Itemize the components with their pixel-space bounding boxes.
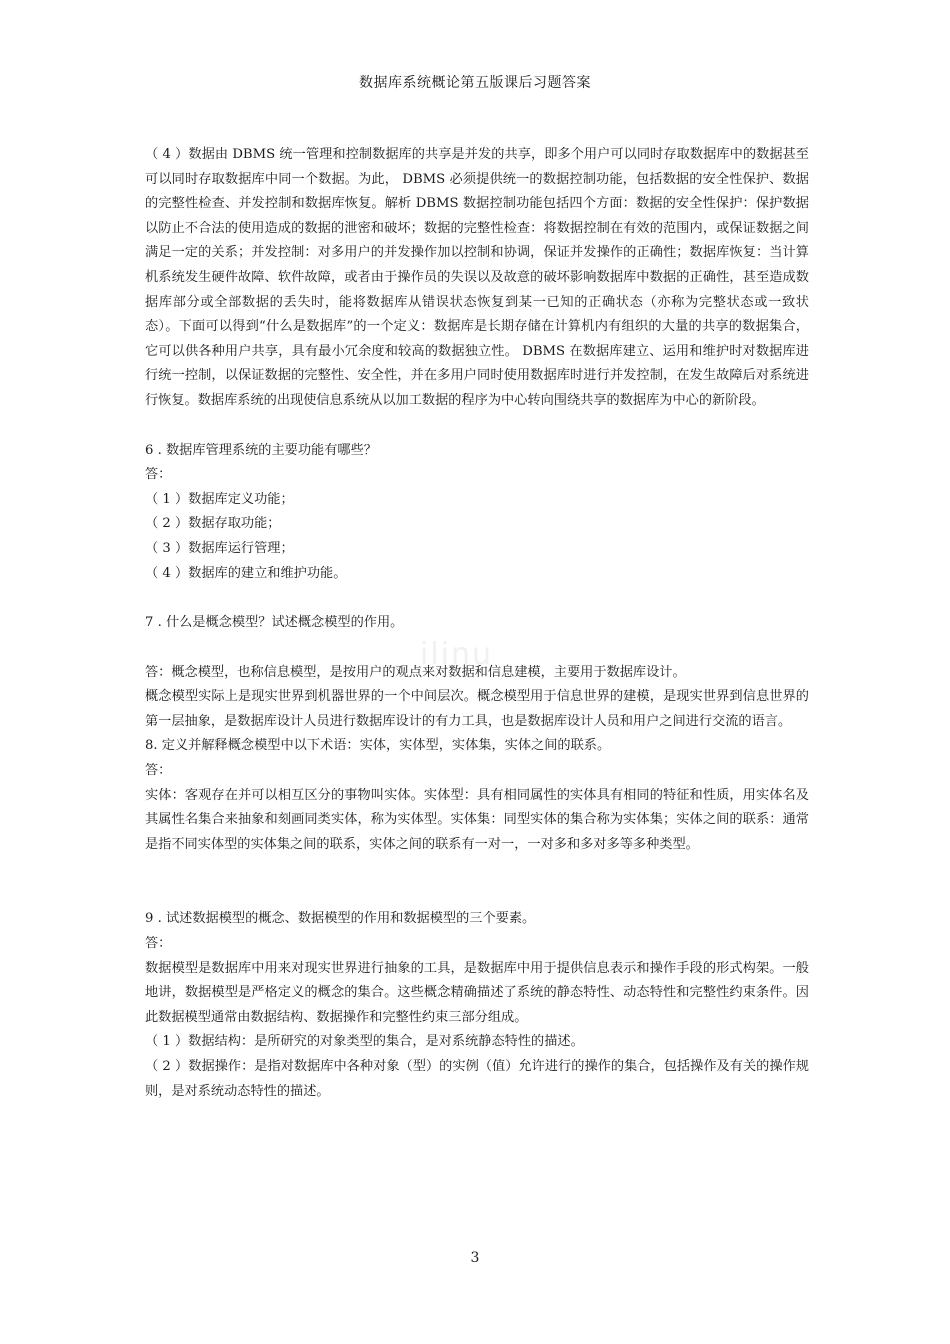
- page-header-title: 数据库系统概论第五版课后习题答案: [359, 75, 591, 91]
- q6-item-2: （ 2 ）数据存取功能；: [145, 516, 281, 532]
- q9-item-1: （ 1 ）数据结构：是所研究的对象类型的集合，是对系统静态特性的描述。: [145, 1034, 584, 1050]
- q6-answer-label: 答：: [145, 467, 172, 483]
- q7-detail: 概念模型实际上是现实世界到机器世界的一个中间层次。概念模型用于信息世界的建模，是现实世界到信息世界的第一层抽象，是数据库设计人员进行数据库设计的有力工具，也是数据库设计人员和用户之间进行交流的语言。: [145, 689, 809, 729]
- document-body: [145, 143, 809, 1104]
- q9-item-2: （ 2 ）数据操作：是指对数据库中各种对象（型）的实例（值）允许进行的操作的集合，包括操作及有关的操作规则，是对系统动态特性的描述。: [145, 1059, 809, 1099]
- spacer: [145, 857, 809, 907]
- q6-question: 6 . 数据库管理系统的主要功能有哪些？: [145, 442, 377, 458]
- q7-answer: 答：概念模型，也称信息模型，是按用户的观点来对数据和信息建模，主要用于数据库设计。: [145, 664, 686, 680]
- watermark-logo: ilinu: [420, 637, 494, 672]
- q7-question: 7 . 什么是概念模型？试述概念模型的作用。: [145, 615, 404, 631]
- q5-part4-paragraph: （ 4 ）数据由 DBMS 统一管理和控制数据库的共享是并发的共享，即多个用户可以同时存取数据库中的数据甚至可以同时存取数据库中同一个数据。为此， DBMS 必须提供统一的数据控制功能，包括数据的安全性保护、数据的完整性检查、并发控制和数据库恢复。解析 DBMS 数据控制功能包括四个方面：数据的安全性保护：保护数据以防止不合法的使用造成的数据的泄密和破坏；数据的完整性检查：将数据控制在有效的范围内，或保证数据之间满足一定的关系；并发控制：对多用户的并发操作加以控制和协调，保证并发操作的正确性；数据库恢复：当计算机系统发生硬件故障、软件故障，或者由于操作员的失误以及故意的破坏影响数据库中数据的正确性，甚至造成数据库部分或全部数据的丢失时，能将数据库从错误状态恢复到某一已知的正确状态（亦称为完整状态或一致状态）。下面可以得到“什么是数据库”的一个定义：数据库是长期存储在计算机内有组织的大量的共享的数据集合，它可以供各种用户共享，具有最小冗余度和较高的数据独立性。 DBMS 在数据库建立、运用和维护时对数据库进行统一控制，以保证数据的完整性、安全性，并在多用户同时使用数据库时进行并发控制，在发生故障后对系统进行恢复。数据库系统的出现使信息系统从以加工数据的程序为中心转向围绕共享的数据库为中心的新阶段。: [145, 147, 809, 408]
- spacer: [145, 636, 809, 661]
- spacer: [145, 586, 809, 611]
- q8-answer-label: 答：: [145, 763, 172, 779]
- q6-item-3: （ 3 ）数据库运行管理；: [145, 540, 294, 556]
- page-number: 3: [470, 1250, 480, 1266]
- q6-item-1: （ 1 ）数据库定义功能；: [145, 491, 294, 507]
- q8-question: 8. 定义并解释概念模型中以下术语：实体，实体型，实体集，实体之间的联系。: [145, 738, 611, 754]
- q9-question: 9 . 试述数据模型的概念、数据模型的作用和数据模型的三个要素。: [145, 911, 536, 927]
- q9-answer: 数据模型是数据库中用来对现实世界进行抽象的工具，是数据库中用于提供信息表示和操作手段的形式构架。一般地讲，数据模型是严格定义的概念的集合。这些概念精确描述了系统的静态特性、动态特性和完整性约束条件。因此数据模型通常由数据结构、数据操作和完整性约束三部分组成。: [145, 960, 809, 1025]
- q6-item-4: （ 4 ）数据库的建立和维护功能。: [145, 565, 347, 581]
- spacer: [145, 414, 809, 439]
- q8-answer: 实体：客观存在并可以相互区分的事物叫实体。实体型：具有相同属性的实体具有相同的特征和性质，用实体名及其属性名集合来抽象和刻画同类实体，称为实体型。实体集：同型实体的集合称为实体集；实体之间的联系：通常是指不同实体型的实体集之间的联系，实体之间的联系有一对一，一对多和多对多等多种类型。: [145, 787, 809, 852]
- q9-answer-label: 答：: [145, 936, 172, 952]
